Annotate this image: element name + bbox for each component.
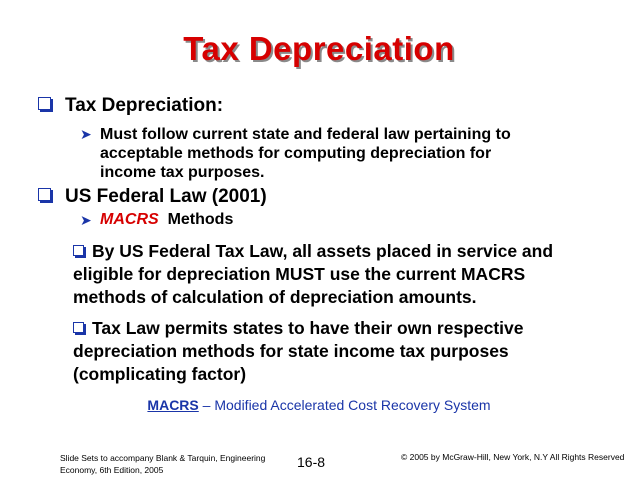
checkbox-bullet-icon [73,322,84,333]
checkbox-bullet-icon [38,188,51,201]
para1-line-3: methods of calculation of depreciation amounts. [73,287,477,307]
macrs-definition [0,397,638,413]
bullet-label: US Federal Law (2001) [65,186,267,207]
methods-text: Methods [167,211,234,228]
para2-line-2: depreciation methods for state income tax purposes [73,341,509,361]
bullet-label: Tax Depreciation: [65,95,224,116]
para2-line-1: Tax Law permits states to have their own respective [92,318,524,338]
sub-line-1: Must follow current state and federal law pertaining to [100,126,511,143]
page-number: 16-8 [297,454,326,470]
macrs-methods-line [100,210,233,229]
footer-copyright: © 2005 by McGraw-Hill, New York, N.Y All Rights Reserved [401,452,625,462]
macrs-abbr: MACRS [147,397,199,413]
para1-line-1: By US Federal Tax Law, all assets placed in service and [92,241,554,261]
macrs-highlight: MACRS [100,211,159,228]
macrs-definition-text: – Modified Accelerated Cost Recovery System [202,397,491,413]
bullet-us-federal-law [38,186,267,208]
arrow-bullet-icon: ➤ [80,212,92,228]
sub-line-3: income tax purposes. [100,164,265,181]
sub-line-2: acceptable methods for computing depreciation for [100,145,492,162]
para2-line-3: (complicating factor) [73,364,247,384]
checkbox-bullet-icon [73,245,84,256]
paragraph-federal-law [73,240,618,309]
checkbox-bullet-icon [38,97,51,110]
bullet-tax-depreciation [38,95,223,117]
footer-citation-line-1: Slide Sets to accompany Blank & Tarquin, Engineering [60,453,266,463]
footer-citation-line-2: Economy, 6th Edition, 2005 [60,465,164,475]
arrow-bullet-icon: ➤ [80,126,92,142]
para1-line-2: eligible for depreciation MUST use the current MACRS [73,264,526,284]
footer-citation [60,452,265,476]
slide-title: Tax Depreciation [183,30,455,67]
paragraph-state-law [73,317,618,386]
